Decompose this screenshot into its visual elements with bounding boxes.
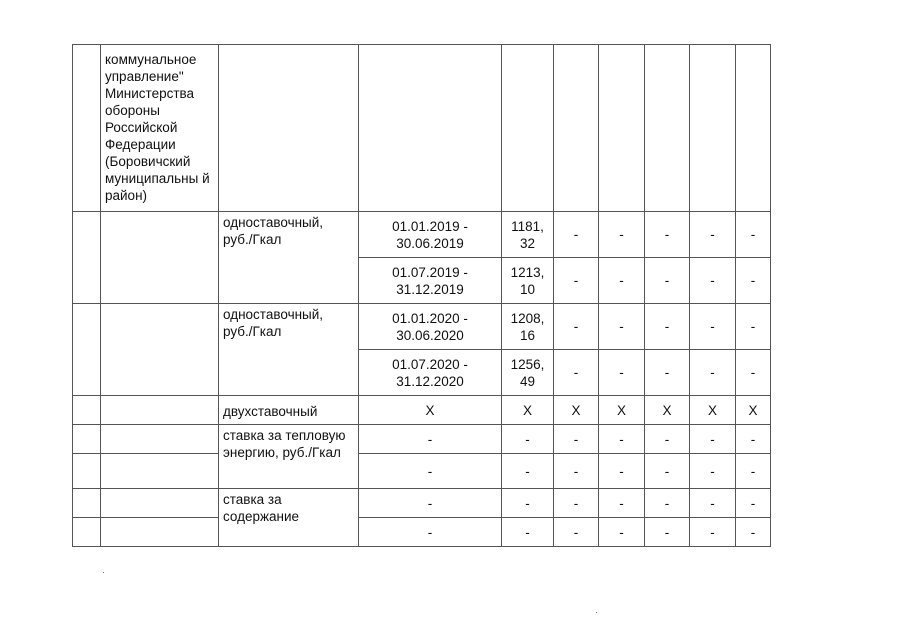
mark-cell: - bbox=[690, 350, 736, 396]
index-cell bbox=[73, 304, 101, 396]
period-cell: - bbox=[359, 425, 502, 454]
empty-cell bbox=[101, 425, 219, 454]
mark-cell: - bbox=[554, 258, 599, 304]
mark-cell: - bbox=[554, 350, 599, 396]
mark-cell: - bbox=[736, 425, 771, 454]
header-row bbox=[73, 45, 771, 212]
mark-cell: - bbox=[690, 212, 736, 258]
table-row bbox=[73, 212, 771, 258]
empty-cell bbox=[736, 45, 771, 212]
mark-cell: - bbox=[645, 518, 690, 547]
mark-cell: - bbox=[645, 350, 690, 396]
tariff-value-cell: 1181, 32 bbox=[502, 212, 554, 258]
mark-cell: - bbox=[645, 212, 690, 258]
index-cell bbox=[73, 489, 101, 518]
period-cell: - bbox=[359, 454, 502, 489]
index-cell bbox=[73, 454, 101, 489]
mark-cell: - bbox=[645, 258, 690, 304]
tariff-value-cell: - bbox=[502, 454, 554, 489]
period-cell: - bbox=[359, 489, 502, 518]
mark-cell: - bbox=[554, 518, 599, 547]
table-row bbox=[73, 489, 771, 518]
scan-speck bbox=[596, 612, 597, 613]
mark-cell: - bbox=[554, 304, 599, 350]
period-cell: 01.01.2020 - 30.06.2020 bbox=[359, 304, 502, 350]
mark-cell: - bbox=[554, 454, 599, 489]
mark-cell: X bbox=[736, 396, 771, 425]
empty-cell bbox=[599, 45, 645, 212]
tariff-kind-cell: одноставочный, руб./Гкал bbox=[219, 212, 359, 304]
index-cell bbox=[73, 212, 101, 304]
mark-cell: - bbox=[599, 454, 645, 489]
mark-cell: - bbox=[599, 258, 645, 304]
mark-cell: - bbox=[645, 304, 690, 350]
tariff-value-cell: 1208, 16 bbox=[502, 304, 554, 350]
mark-cell: - bbox=[554, 425, 599, 454]
mark-cell: - bbox=[645, 425, 690, 454]
empty-cell bbox=[645, 45, 690, 212]
mark-cell: - bbox=[554, 212, 599, 258]
mark-cell: - bbox=[736, 258, 771, 304]
table-row bbox=[73, 518, 771, 547]
table-row bbox=[73, 304, 771, 350]
empty-cell bbox=[101, 518, 219, 547]
mark-cell: - bbox=[599, 489, 645, 518]
mark-cell: - bbox=[645, 454, 690, 489]
empty-cell bbox=[101, 304, 219, 396]
tariff-value-cell: - bbox=[502, 489, 554, 518]
table-row bbox=[73, 454, 771, 489]
mark-cell: - bbox=[554, 489, 599, 518]
tariff-kind-cell: одноставочный, руб./Гкал bbox=[219, 304, 359, 396]
index-cell bbox=[73, 425, 101, 454]
mark-cell: - bbox=[599, 518, 645, 547]
mark-cell: - bbox=[690, 454, 736, 489]
mark-cell: - bbox=[599, 212, 645, 258]
mark-cell: - bbox=[690, 304, 736, 350]
period-cell: X bbox=[359, 396, 502, 425]
mark-cell: - bbox=[690, 258, 736, 304]
mark-cell: - bbox=[599, 350, 645, 396]
empty-cell bbox=[502, 45, 554, 212]
tariff-kind-cell: ставка за тепловую энергию, руб./Гкал bbox=[219, 425, 359, 489]
mark-cell: - bbox=[690, 489, 736, 518]
mark-cell: - bbox=[736, 454, 771, 489]
mark-cell: - bbox=[736, 518, 771, 547]
mark-cell: X bbox=[645, 396, 690, 425]
mark-cell: X bbox=[554, 396, 599, 425]
tariff-value-cell: X bbox=[502, 396, 554, 425]
empty-cell bbox=[101, 212, 219, 304]
table-row bbox=[73, 425, 771, 454]
period-cell: 01.01.2019 - 30.06.2019 bbox=[359, 212, 502, 258]
tariff-value-cell: - bbox=[502, 425, 554, 454]
mark-cell: - bbox=[599, 304, 645, 350]
mark-cell: X bbox=[690, 396, 736, 425]
tariff-value-cell: 1213, 10 bbox=[502, 258, 554, 304]
empty-cell bbox=[101, 489, 219, 518]
empty-cell bbox=[554, 45, 599, 212]
mark-cell: - bbox=[736, 350, 771, 396]
mark-cell: - bbox=[599, 425, 645, 454]
mark-cell: - bbox=[690, 425, 736, 454]
empty-cell bbox=[690, 45, 736, 212]
empty-cell bbox=[219, 45, 359, 212]
tariff-value-cell: 1256, 49 bbox=[502, 350, 554, 396]
empty-cell bbox=[359, 45, 502, 212]
mark-cell: - bbox=[690, 518, 736, 547]
mark-cell: - bbox=[645, 489, 690, 518]
mark-cell: - bbox=[736, 489, 771, 518]
tariff-value-cell: - bbox=[502, 518, 554, 547]
table-row bbox=[73, 396, 771, 425]
index-cell bbox=[73, 396, 101, 425]
mark-cell: - bbox=[736, 304, 771, 350]
empty-cell bbox=[101, 396, 219, 425]
mark-cell: - bbox=[736, 212, 771, 258]
period-cell: 01.07.2020 - 31.12.2020 bbox=[359, 350, 502, 396]
period-cell: 01.07.2019 - 31.12.2019 bbox=[359, 258, 502, 304]
index-cell bbox=[73, 518, 101, 547]
mark-cell: X bbox=[599, 396, 645, 425]
empty-cell bbox=[101, 454, 219, 489]
index-cell bbox=[73, 45, 101, 212]
tariff-kind-cell: ставка за содержание bbox=[219, 489, 359, 547]
org-name-cell: коммунальное управление" Министерства обороны Российской Федерации (Боровичский муниципальны й район) bbox=[101, 45, 219, 212]
scan-speck bbox=[103, 572, 104, 573]
tariff-kind-cell: двухставочный bbox=[219, 396, 359, 425]
period-cell: - bbox=[359, 518, 502, 547]
tariff-table bbox=[72, 44, 771, 547]
